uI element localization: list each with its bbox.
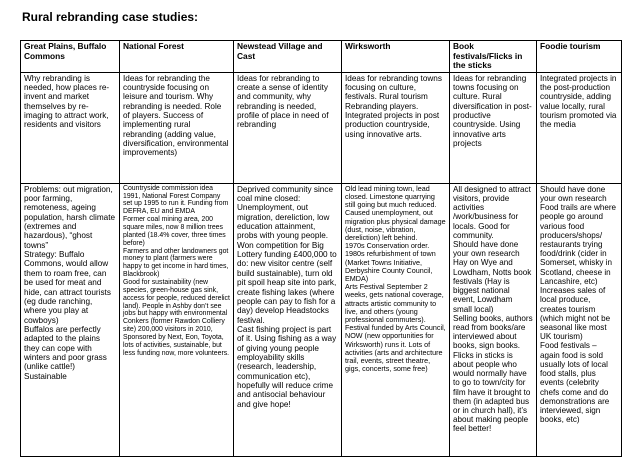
header-book-festivals: Book festivals/Flicks in the sticks <box>450 41 537 73</box>
case-studies-table <box>20 40 622 457</box>
table-cell: Deprived community since coal mine closed: Unemployment, out migration, dereliction, low education attainment, probs with young people. Won competition for Big Lottery funding £400,000 to do: new visitor centre (self build sustainable), turn old pit spoil heap site into park, create fishing lakes (where people can pay to fish for a day) develop Headstocks festival. Cast fishing project is part of it. Using fishing as a way of giving young people employability skills (research, leadership, communication etc), hopefully will reduce crime and antisocial behaviour and give hope! <box>234 183 342 456</box>
table-cell: Should have done your own research Food trails are where people go around various food producers/shops/ restaurants trying food/drink (cider in Somerset, whisky in Scotland, cheese in Lancashire, etc) Increases sales of local produce, creates tourism (which might not be seasonal like most UK tourism) Food festivals – again food is sold usually lots of local food stalls, plus events (celebrity chefs come and do demonstrations are interviewed, sign books, etc) <box>537 183 622 456</box>
table-cell: Old lead mining town, lead closed. Limestone quarrying still going but much reduced. Caused unemployment, out migration plus physical damage (dust, noise, vibration, dereliction) left behind. 1970s Conservation order. 1980s refurbishment of town (Market Towns Initiative, Derbyshire County Council, EMDA) Arts Festival September 2 weeks, gets national coverage, attracts artistic community to live, and others (young professional commuters). Festival funded by Arts Council, NOW (new opportunities for Wirksworth) runs it. Lots of activities (arts and architecture trail, events, street theatre, gigs, concerts, some free) <box>342 183 450 456</box>
table-header-row <box>21 41 622 73</box>
header-foodie-tourism: Foodie tourism <box>537 41 622 73</box>
table-cell: Countryside commission idea 1991, National Forest Company set up 1995 to run it. Funding from DEFRA, EU and EMDA Former coal mining area, 200 square miles, now 8 million trees planted (18.4% cover, three times before) Farmers and other landowners got money to plant (farmers were happy to get income in hard times, Blackbrook) Good for sustainability (new species, green-house gas sink, access for people, reduced derelict land). People in Ashby don’t see jobs but happy with environmental Conkers (former Rawdon Colliery site) 200,000 visitors in 2010, Sponsored by Next, Eon, Toyota, lots of activities, sustainable, but less funding now, more volunteers. <box>120 183 234 456</box>
table-cell: Integrated projects in the post-production countryside, adding value locally, rural tourism promoted via the media <box>537 72 622 183</box>
table-row <box>21 183 622 456</box>
table-cell: Ideas for rebranding towns focusing on culture. Rural diversification in post-productive countryside. Using innovative arts projects <box>450 72 537 183</box>
table-cell: Ideas for rebranding the countryside focusing on leisure and tourism. Why rebranding is needed. Role of players. Success of implementing rural rebranding (adding value, diversification, environmental improvements) <box>120 72 234 183</box>
header-wirksworth: Wirksworth <box>342 41 450 73</box>
table-cell: Problems: out migration, poor farming, remoteness, ageing population, harsh climate (extremes and hazardous), “ghost towns” Strategy: Buffalo Commons, would allow them to roam free, can be used for meat and hide, can attract tourists (eg dude ranching, where you play at cowboys) Buffalos are perfectly adapted to the plains they can cope with winters and poor grass (unlike cattle!) Sustainable <box>21 183 120 456</box>
table-row <box>21 72 622 183</box>
header-national-forest: National Forest <box>120 41 234 73</box>
table-cell: Why rebranding is needed, how places re-invent and market themselves by re-imaging to attract work, residents and visitors <box>21 72 120 183</box>
header-great-plains: Great Plains, Buffalo Commons <box>21 41 120 73</box>
table-cell: All designed to attract visitors, provide activities /work/business for locals. Good for community. Should have done your own research Hay on Wye and Lowdham, Notts book festivals (Hay is biggest national event, Lowdham small local) Selling books, authors read from books/are interviewed about books, sign books. Flicks in sticks is about people who would normally have to go to town/city for film have it brought to them (in adapted bus or in church hall), it’s about making people feel better! <box>450 183 537 456</box>
table-cell: Ideas for rebranding to create a sense of identity and community, why rebranding is needed, profile of place in need of rebranding <box>234 72 342 183</box>
table-cell: Ideas for rebranding towns focusing on culture, festivals. Rural tourism Rebranding players. Integrated projects in post production countryside, using innovative arts. <box>342 72 450 183</box>
header-newstead: Newstead Village and Cast <box>234 41 342 73</box>
page-title: Rural rebranding case studies: <box>22 10 199 24</box>
